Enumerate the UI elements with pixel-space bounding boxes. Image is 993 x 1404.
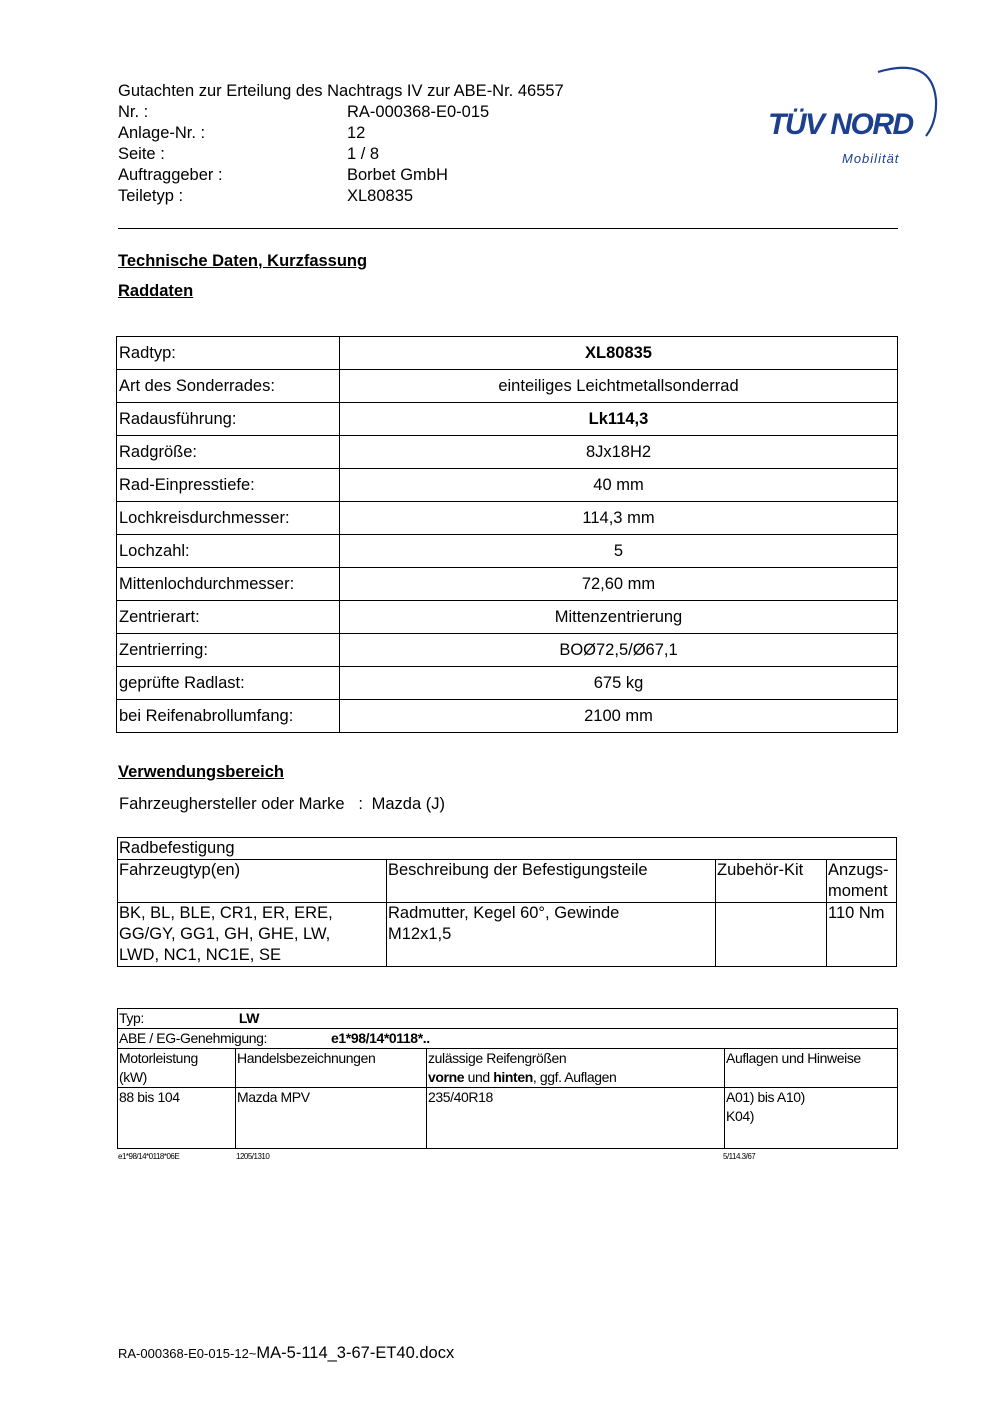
header-label: Anlage-Nr. : (118, 124, 206, 142)
header-auflagen: Auflagen und Hinweise (725, 1049, 898, 1088)
header-zubehoer-kit: Zubehör-Kit (716, 860, 827, 903)
footnote-approval: e1*98/14*0118*06E (118, 1152, 180, 1161)
table-header-row (118, 1049, 898, 1088)
types-line: LWD, NC1, NC1E, SE (119, 946, 281, 964)
row-label: Zentrierring: (117, 634, 340, 667)
header-label: Teiletyp : (118, 187, 184, 205)
header-reifengroessen (427, 1049, 725, 1088)
radbefestigung-table (117, 837, 897, 967)
table-row (117, 700, 898, 733)
section-title-technische-daten: Technische Daten, Kurzfassung (118, 252, 368, 270)
row-label: Lochzahl: (117, 535, 340, 568)
row-value: 2100 mm (340, 700, 898, 733)
table-row (117, 601, 898, 634)
header-anzugsmoment-2: moment (828, 882, 888, 900)
cell-fahrzeugtypen (118, 903, 387, 967)
row-value: 675 kg (340, 667, 898, 700)
header-anzugsmoment-1: Anzugs- (828, 861, 889, 879)
abe-row (118, 1029, 898, 1049)
header-value: Borbet GmbH (347, 166, 448, 184)
header-reifen-1: zulässige Reifengrößen (428, 1050, 567, 1066)
cell-anzugsmoment: 110 Nm (827, 903, 897, 967)
row-value: 114,3 mm (340, 502, 898, 535)
row-label: Lochkreisdurchmesser: (117, 502, 340, 535)
usage-line (119, 795, 445, 814)
row-label: Zentrierart: (117, 601, 340, 634)
header-reifen-und: und (464, 1069, 494, 1085)
typ-table (117, 1008, 898, 1149)
document-footer (118, 1344, 454, 1363)
row-value: BOØ72,5/Ø67,1 (340, 634, 898, 667)
row-value: Lk114,3 (340, 403, 898, 436)
auflagen-line: K04) (726, 1108, 754, 1124)
footer-document-number: RA-000368-E0-015-12~ (118, 1346, 257, 1361)
types-line: BK, BL, BLE, CR1, ER, ERE, (119, 904, 333, 922)
row-label: geprüfte Radlast: (117, 667, 340, 700)
desc-line: M12x1,5 (388, 925, 452, 943)
row-label: Radausführung: (117, 403, 340, 436)
usage-label: Fahrzeughersteller oder Marke (119, 795, 345, 813)
table-row (117, 403, 898, 436)
header-value: XL80835 (347, 187, 414, 205)
header-reifen-rest: , ggf. Auflagen (532, 1069, 617, 1085)
header-label: Seite : (118, 145, 165, 163)
table-row (118, 1009, 898, 1029)
row-value: 40 mm (340, 469, 898, 502)
cell-handelsbezeichnung: Mazda MPV (236, 1088, 427, 1149)
table-row (118, 838, 897, 860)
header-anzugsmoment (827, 860, 897, 903)
typ-label: Typ: (119, 1010, 144, 1026)
table-header-row (118, 860, 897, 903)
header-handelsbezeichnungen: Handelsbezeichnungen (236, 1049, 427, 1088)
cell-reifengroesse: 235/40R18 (427, 1088, 725, 1149)
footnote-code: 1205/1310 (236, 1152, 270, 1161)
table-row (118, 1029, 898, 1049)
header-value: 12 (347, 124, 366, 142)
table-row (117, 436, 898, 469)
radbefestigung-title: Radbefestigung (118, 838, 897, 860)
table-row (118, 1088, 898, 1149)
header-row-teiletyp (118, 186, 564, 207)
row-label: Radgröße: (117, 436, 340, 469)
logo-subtitle: Mobilität (842, 151, 900, 166)
row-value: Mittenzentrierung (340, 601, 898, 634)
auflagen-line: A01) bis A10) (726, 1089, 805, 1105)
typ-row (118, 1009, 898, 1029)
row-label: Rad-Einpresstiefe: (117, 469, 340, 502)
types-line: GG/GY, GG1, GH, GHE, LW, (119, 925, 331, 943)
row-label: Art des Sonderrades: (117, 370, 340, 403)
row-label: Mittenlochdurchmesser: (117, 568, 340, 601)
table-row (118, 903, 897, 967)
header-label: Nr. : (118, 103, 149, 121)
document-header (118, 81, 564, 207)
row-value: 72,60 mm (340, 568, 898, 601)
header-value: RA-000368-E0-015 (347, 103, 490, 121)
cell-auflagen (725, 1088, 898, 1149)
desc-line: Radmutter, Kegel 60°, Gewinde (388, 904, 620, 922)
cell-beschreibung (387, 903, 716, 967)
raddaten-table (116, 336, 898, 733)
header-reifen-vorne: vorne (428, 1069, 465, 1085)
usage-value: Mazda (J) (371, 795, 445, 813)
cell-motorleistung: 88 bis 104 (118, 1088, 236, 1149)
table-row (117, 634, 898, 667)
header-fahrzeugtyp: Fahrzeugtyp(en) (118, 860, 387, 903)
row-value: XL80835 (340, 337, 898, 370)
header-motorleistung (118, 1049, 236, 1088)
header-row-auftraggeber (118, 165, 564, 186)
header-reifen-hinten: hinten (493, 1069, 533, 1085)
row-value: einteiliges Leichtmetallsonderrad (340, 370, 898, 403)
table-row (117, 667, 898, 700)
header-row-seite (118, 144, 564, 165)
typ-value: LW (238, 1010, 260, 1026)
table-row (117, 568, 898, 601)
footer-filename: MA-5-114_3-67-ET40.docx (256, 1344, 455, 1362)
header-divider (118, 228, 898, 229)
table-row (117, 469, 898, 502)
header-beschreibung: Beschreibung der Befestigungsteile (387, 860, 716, 903)
row-label: Radtyp: (117, 337, 340, 370)
table-row (117, 502, 898, 535)
abe-value: e1*98/14*0118*.. (331, 1030, 430, 1046)
header-motor-2: (kW) (119, 1069, 147, 1085)
header-motor-1: Motorleistung (119, 1050, 198, 1066)
cell-zubehoer-kit (716, 903, 827, 967)
header-row-nr (118, 102, 564, 123)
header-value: 1 / 8 (347, 145, 380, 163)
document-title: Gutachten zur Erteilung des Nachtrags IV zur ABE-Nr. 46557 (118, 82, 564, 100)
section-title-raddaten: Raddaten (118, 282, 194, 300)
tuev-nord-logo (760, 58, 945, 173)
section-title-verwendungsbereich: Verwendungsbereich (118, 763, 284, 781)
header-row-anlage (118, 123, 564, 144)
row-value: 5 (340, 535, 898, 568)
row-label: bei Reifenabrollumfang: (117, 700, 340, 733)
row-value: 8Jx18H2 (340, 436, 898, 469)
usage-separator: : (358, 795, 363, 813)
footnote-pattern: 5/114.3/67 (723, 1152, 756, 1161)
logo-brand: TÜV NORD (768, 108, 913, 141)
table-row (117, 535, 898, 568)
table-row (117, 337, 898, 370)
table-row (117, 370, 898, 403)
header-label: Auftraggeber : (118, 166, 223, 184)
abe-label: ABE / EG-Genehmigung: (119, 1030, 268, 1046)
